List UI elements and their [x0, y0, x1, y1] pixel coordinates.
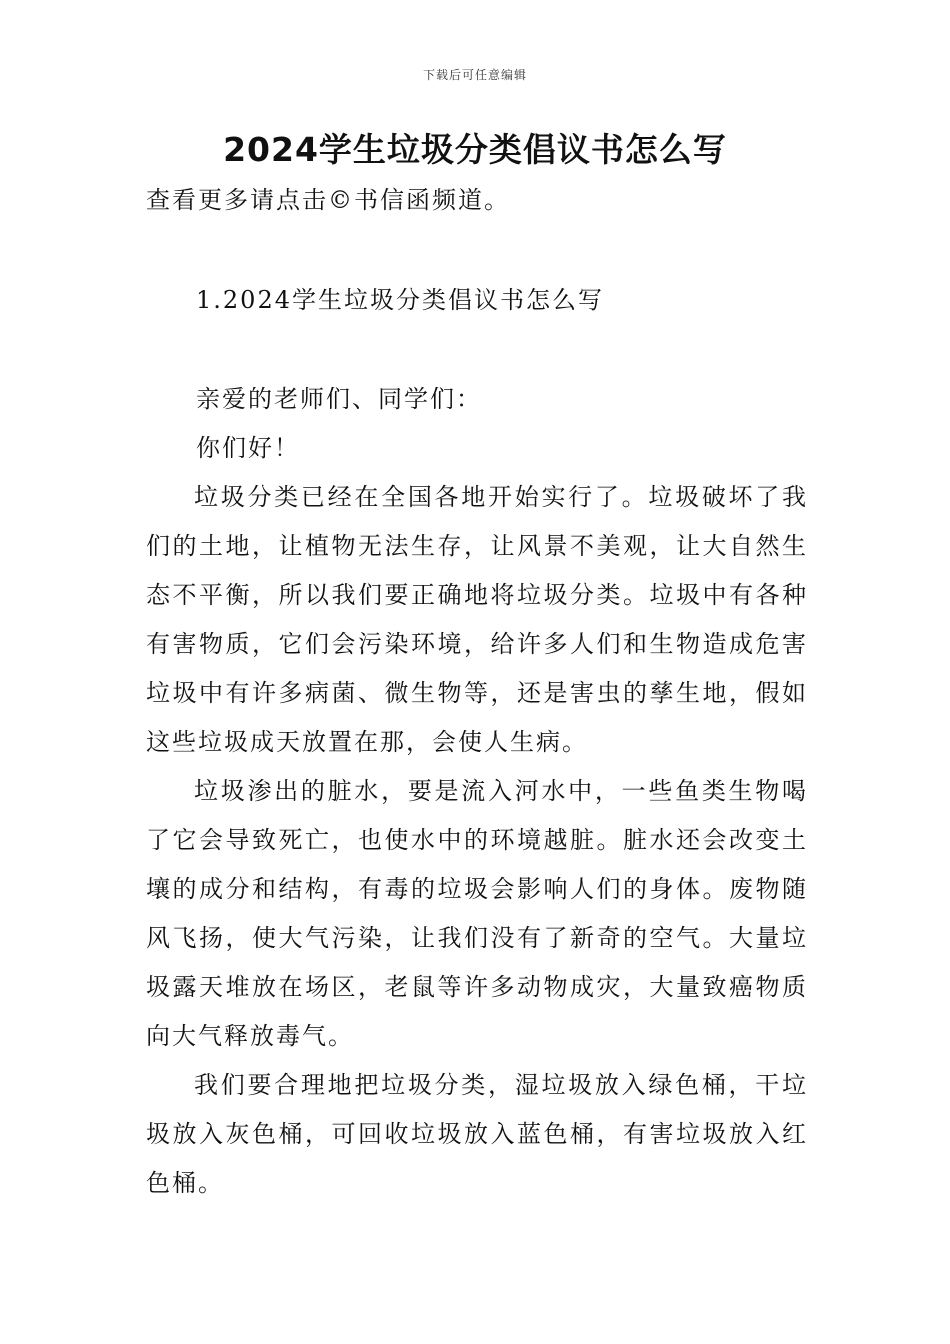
letter-body [146, 473, 808, 1208]
paragraph: 垃圾分类已经在全国各地开始实行了。垃圾破坏了我们的土地，让植物无法生存，让风景不美观，让大自然生态不平衡，所以我们要正确地将垃圾分类。垃圾中有各种有害物质，它们会污染环境，给许多人们和生物造成危害垃圾中有许多病菌、微生物等，还是害虫的孳生地，假如这些垃圾成天放置在那，会使人生病。 [146, 483, 808, 756]
section-heading: 1.2024学生垃圾分类倡议书怎么写 [196, 286, 604, 314]
channel-link-text: 查看更多请点击©书信函频道。 [146, 186, 510, 214]
hello-line: 你们好！ [196, 434, 300, 462]
paragraph: 垃圾渗出的脏水，要是流入河水中，一些鱼类生物喝了它会导致死亡，也使水中的环境越脏。脏水还会改变土壤的成分和结构，有毒的垃圾会影响人们的身体。废物随风飞扬，使大气污染，让我们没有了新奇的空气。大量垃圾露天堆放在场区，老鼠等许多动物成灾，大量致癌物质向大气释放毒气。 [146, 777, 808, 1050]
paragraph: 我们要合理地把垃圾分类，湿垃圾放入绿色桶，干垃圾放入灰色桶，可回收垃圾放入蓝色桶，有害垃圾放入红色桶。 [146, 1071, 808, 1197]
header-note: 下载后可任意编辑 [422, 68, 527, 82]
document-title: 2024学生垃圾分类倡议书怎么写 [223, 130, 727, 169]
greeting-line: 亲爱的老师们、同学们： [196, 385, 482, 413]
